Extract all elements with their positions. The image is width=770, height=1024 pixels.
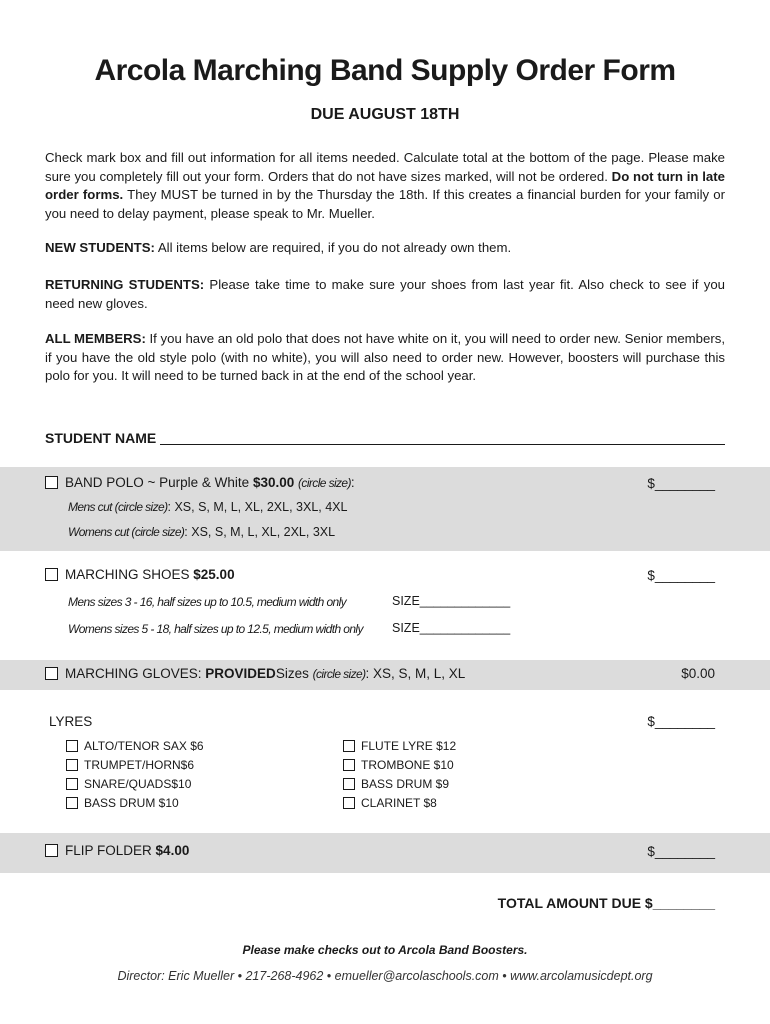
polo-label: BAND POLO ~ Purple & White xyxy=(65,475,250,490)
polo-row: BAND POLO ~ Purple & White $30.00 (circle size) : xyxy=(45,475,355,490)
flip-folder-price: $4.00 xyxy=(155,843,190,858)
polo-price: $30.00 xyxy=(252,475,295,490)
lyre-option[interactable]: BASS DRUM $10 xyxy=(66,796,179,810)
returning-students-note: RETURNING STUDENTS: Please take time to make sure your shoes from last year fit. Also check to see if you need new gloves. xyxy=(45,277,725,311)
shoes-checkbox[interactable] xyxy=(45,568,58,581)
flip-folder-row xyxy=(45,843,189,858)
shoes-price: $25.00 xyxy=(193,567,235,582)
gloves-label: MARCHING GLOVES: xyxy=(65,666,202,681)
all-members-note: ALL MEMBERS: If you have an old polo that does not have white on it, you will need to order new. Senior members, if you have the old style polo (with no white), you will also need to order new. However, boosters will purchase this polo for you. It will need to be turned back in at the end of the school year. xyxy=(45,331,725,383)
polo-womens-sizes[interactable]: Womens cut (circle size): XS, S, M, L, XL, 2XL, 3XL xyxy=(68,525,336,539)
lyre-checkbox[interactable] xyxy=(343,759,355,771)
total-amount-due[interactable]: TOTAL AMOUNT DUE $________ xyxy=(497,895,715,911)
lyre-checkbox[interactable] xyxy=(343,778,355,790)
lyre-option[interactable]: TROMBONE $10 xyxy=(343,758,454,772)
gloves-row: MARCHING GLOVES: PROVIDED Sizes (circle size) : XS, S, M, L, XL xyxy=(45,666,465,681)
shoes-mens-size-field[interactable]: SIZE_____________ xyxy=(392,594,511,608)
gloves-sizes[interactable]: : XS, S, M, L, XL xyxy=(365,666,466,681)
student-name-label: STUDENT NAME xyxy=(45,430,157,446)
lyre-checkbox[interactable] xyxy=(66,778,78,790)
lyre-option[interactable]: BASS DRUM $9 xyxy=(343,777,449,791)
lyres-label: LYRES xyxy=(49,714,93,729)
checks-payable-note: Please make checks out to Arcola Band Boosters. xyxy=(242,943,528,957)
director-contact-footer: Director: Eric Mueller • 217-268-4962 • emueller@arcolaschools.com • www.arcolamusicdept.org xyxy=(117,969,653,983)
shoes-amount-blank[interactable]: $________ xyxy=(647,568,715,583)
polo-amount-blank[interactable]: $________ xyxy=(647,476,715,491)
lyres-amount-blank[interactable]: $________ xyxy=(647,714,715,729)
lyre-option[interactable]: TRUMPET/HORN$6 xyxy=(66,758,194,772)
gloves-checkbox[interactable] xyxy=(45,667,58,680)
lyre-checkbox[interactable] xyxy=(66,759,78,771)
lyre-option[interactable]: SNARE/QUADS$10 xyxy=(66,777,191,791)
shoes-mens-info: Mens sizes 3 - 16, half sizes up to 10.5, medium width only xyxy=(68,595,347,609)
lyre-checkbox[interactable] xyxy=(66,740,78,752)
lyre-option[interactable]: FLUTE LYRE $12 xyxy=(343,739,456,753)
lyre-checkbox[interactable] xyxy=(66,797,78,809)
lyre-option[interactable]: ALTO/TENOR SAX $6 xyxy=(66,739,204,753)
flip-folder-checkbox[interactable] xyxy=(45,844,58,857)
shoes-row xyxy=(45,567,235,582)
lyre-checkbox[interactable] xyxy=(343,797,355,809)
lyre-option[interactable]: CLARINET $8 xyxy=(343,796,437,810)
lyre-checkbox[interactable] xyxy=(343,740,355,752)
new-students-note: NEW STUDENTS: All items below are required, if you do not already own them. xyxy=(45,240,512,255)
flip-folder-label: FLIP FOLDER xyxy=(65,843,152,858)
shoes-label: MARCHING SHOES xyxy=(65,567,190,582)
due-date: DUE AUGUST 18TH xyxy=(310,106,460,123)
student-name-line[interactable] xyxy=(160,430,725,445)
gloves-price: $0.00 xyxy=(681,666,715,681)
instructions-paragraph: Check mark box and fill out information for all items needed. Calculate total at the bottom of the page. Please make sure you completely fill out your form. Orders that do not have sizes marked, will not be ordered. Do not turn in late order forms. They MUST be turned in by the Thursday the 18th. If this creates a financial burden for your family or you need to delay payment, please speak to Mr. Mueller. xyxy=(45,150,725,221)
polo-mens-sizes[interactable]: Mens cut (circle size): XS, S, M, L, XL, 2XL, 3XL, 4XL xyxy=(68,500,348,514)
polo-checkbox[interactable] xyxy=(45,476,58,489)
page-title: Arcola Marching Band Supply Order Form xyxy=(94,54,676,87)
student-name-field[interactable] xyxy=(45,430,725,446)
shoes-womens-size-field[interactable]: SIZE_____________ xyxy=(392,621,511,635)
shoes-womens-info: Womens sizes 5 - 18, half sizes up to 12.5, medium width only xyxy=(68,622,363,636)
flip-folder-amount-blank[interactable]: $________ xyxy=(647,844,715,859)
